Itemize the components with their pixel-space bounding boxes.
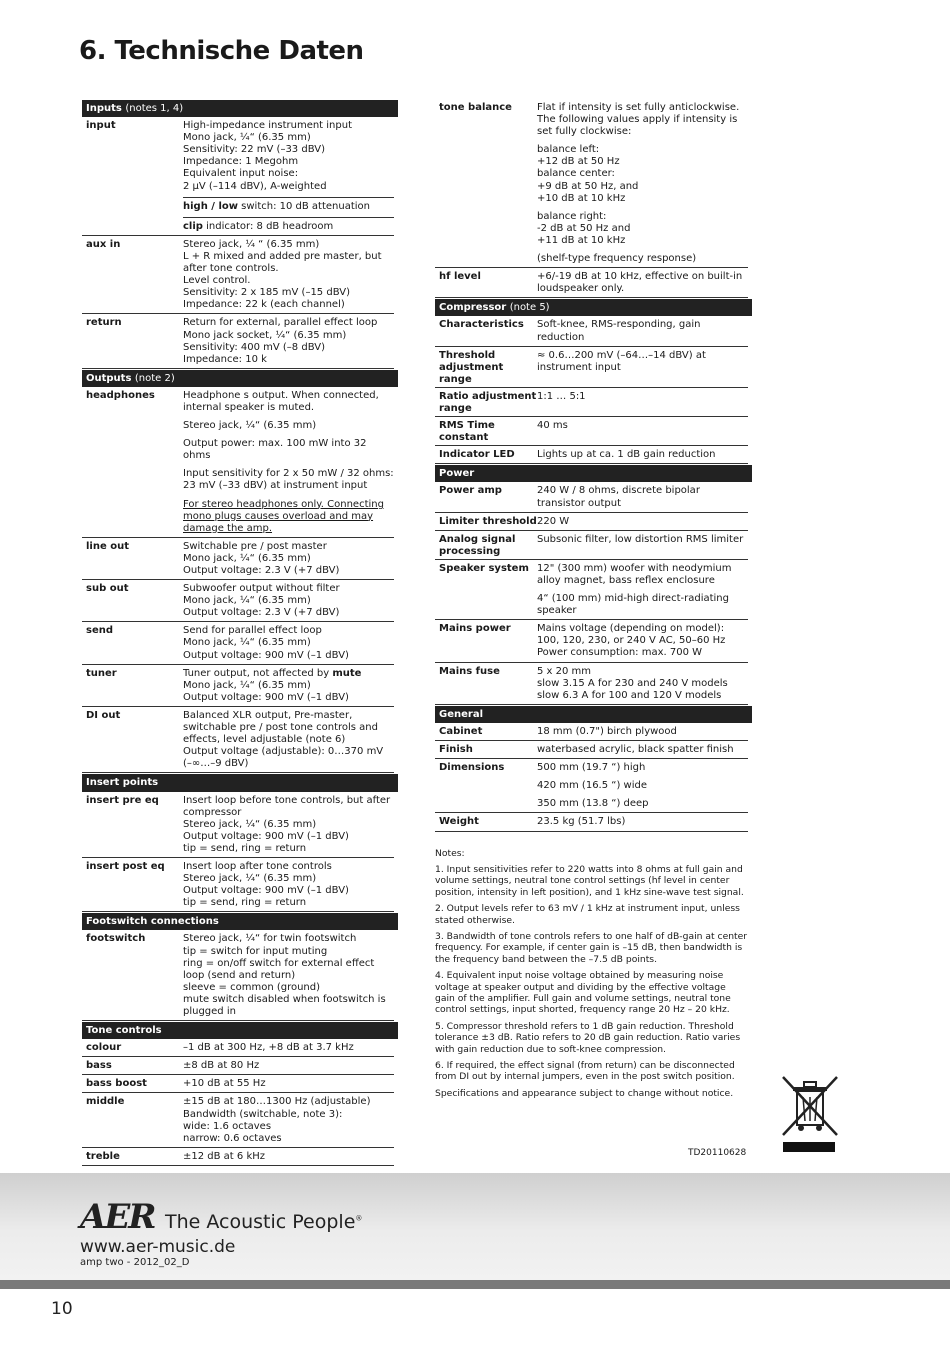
spec-text: waterbased acrylic, black spatter finish xyxy=(537,744,734,756)
section-title: Compressor xyxy=(439,302,507,314)
spec-row-send xyxy=(82,622,394,664)
spec-text: ≈ 0.6…200 mV (–64…–14 dBV) at instrument input xyxy=(537,349,706,373)
section-header-outputs xyxy=(82,370,394,387)
spec-paragraph xyxy=(183,120,394,194)
spec-row-characteristics xyxy=(435,316,748,346)
spec-text: 220 W xyxy=(537,515,570,527)
spec-label: hf level xyxy=(439,271,481,283)
spec-row-middle xyxy=(82,1093,394,1147)
spec-row-insert-pre-eq xyxy=(82,792,394,858)
spec-text: Send for parallel effect loop Mono jack, ¼“ (6.35 mm) Output voltage: 900 mV (–1 dBV) xyxy=(183,625,349,661)
spec-row-cabinet xyxy=(435,723,748,741)
spec-text: 5 x 20 mm slow 3.15 A for 230 and 240 V models slow 6.3 A for 100 and 120 V models xyxy=(537,665,728,701)
spec-row-colour xyxy=(82,1039,394,1057)
spec-value xyxy=(537,744,748,757)
spec-paragraph xyxy=(183,239,394,313)
spec-label: Mains fuse xyxy=(439,665,500,677)
spec-value xyxy=(183,625,394,662)
spec-paragraph xyxy=(183,438,394,463)
spec-row-weight xyxy=(435,813,748,831)
spec-row-input xyxy=(82,117,394,236)
spec-value xyxy=(183,1096,394,1145)
spec-label: Limiter threshold xyxy=(439,515,537,527)
spec-label: RMS Time constant xyxy=(439,420,495,444)
spec-value xyxy=(183,668,394,705)
spec-paragraph xyxy=(183,795,394,856)
spec-row-threshold-adjustment-range xyxy=(435,347,748,388)
spec-label: sub out xyxy=(86,583,129,595)
spec-text: 500 mm (19.7 “) high xyxy=(537,762,646,774)
note-4: 4. Equivalent input noise voltage obtained by measuring noise voltage at speaker output and dividing by the effective voltage gain of the amplifier. Full gain and volume settings, neutral tone control settings, input shorted, frequency range 20 Hz – 20 kHz. xyxy=(435,970,731,1016)
spec-paragraph xyxy=(537,762,748,775)
spec-paragraph xyxy=(537,102,748,139)
spec-row-rms-time-constant xyxy=(435,417,748,446)
spec-text: 40 ms xyxy=(537,420,568,432)
section-title: Footswitch connections xyxy=(86,916,219,928)
section-header-compressor xyxy=(435,299,748,316)
aer-logo: AER xyxy=(80,1197,155,1237)
spec-row-power-amp xyxy=(435,482,748,512)
spec-label: Finish xyxy=(439,744,473,756)
spec-label: aux in xyxy=(86,238,121,250)
spec-label: Dimensions xyxy=(439,762,505,774)
spec-row-speaker-system xyxy=(435,560,748,620)
registered-mark: ® xyxy=(355,1214,363,1223)
page-title: 6. Technische Daten xyxy=(79,36,364,66)
spec-row-aux-in xyxy=(82,236,394,315)
document-id: TD20110628 xyxy=(688,1148,747,1158)
spec-value xyxy=(183,710,394,771)
spec-value xyxy=(183,1151,394,1164)
spec-value xyxy=(537,726,748,739)
website-url[interactable]: www.aer-music.de xyxy=(80,1237,236,1257)
spec-value xyxy=(183,120,394,234)
spec-paragraph xyxy=(537,516,748,529)
spec-text: ±15 dB at 180…1300 Hz (adjustable) Bandwidth (switchable, note 3): wide: 1.6 octaves narrow: 0.6 octaves xyxy=(183,1096,371,1144)
spec-text: 12" (300 mm) woofer with neodymium alloy magnet, bass reflex enclosure xyxy=(537,562,732,586)
spec-paragraph xyxy=(183,1078,394,1091)
spec-paragraph xyxy=(537,744,748,757)
spec-text: Mono jack, ¼“ (6.35 mm) Output voltage: 900 mV (–1 dBV) xyxy=(183,679,349,703)
spec-text: Tuner output, not affected by xyxy=(183,667,333,679)
tagline xyxy=(165,1211,362,1233)
notes-heading: Notes: xyxy=(435,847,465,859)
spec-paragraph xyxy=(537,319,748,344)
spec-paragraph xyxy=(537,391,748,404)
spec-row-mains-fuse xyxy=(435,663,748,705)
spec-value xyxy=(183,239,394,313)
spec-row-indicator-led xyxy=(435,446,748,464)
spec-label: Cabinet xyxy=(439,725,483,737)
spec-paragraph xyxy=(183,499,394,536)
spec-value xyxy=(537,816,748,829)
spec-row-insert-post-eq xyxy=(82,858,394,912)
spec-row-return xyxy=(82,314,394,368)
section-header-general xyxy=(435,706,748,723)
note-3: 3. Bandwidth of tone controls refers to one half of dB-gain at center frequency. For example, if center gain is –15 dB, then bandwidth is the frequency band between the –7.5 dB points. xyxy=(435,930,748,965)
spec-paragraph xyxy=(183,390,394,415)
spec-label: DI out xyxy=(86,709,121,721)
spec-label: Indicator LED xyxy=(439,449,515,461)
spec-text: High-impedance instrument input Mono jack, ¼“ (6.35 mm) Sensitivity: 22 mV (–33 dBV) Impedance: 1 Megohm Equivalent input noise: 2 µV (–114 dBV), A-weighted xyxy=(183,120,353,192)
spec-paragraph xyxy=(183,710,394,771)
section-title: Outputs xyxy=(86,372,132,384)
spec-value xyxy=(537,350,748,386)
spec-value xyxy=(183,861,394,910)
spec-value xyxy=(183,390,394,536)
spec-label: Weight xyxy=(439,816,479,828)
spec-label: send xyxy=(86,625,114,637)
spec-label: treble xyxy=(86,1150,120,1162)
spec-text: Stereo jack, ¼“ (6.35 mm) xyxy=(183,420,317,432)
spec-label: Mains power xyxy=(439,623,511,635)
spec-text: (shelf-type frequency response) xyxy=(537,253,697,265)
spec-paragraph xyxy=(537,485,748,510)
spec-label: tone balance xyxy=(439,102,512,113)
spec-row-di-out xyxy=(82,707,394,773)
spec-paragraph xyxy=(183,317,394,366)
notes xyxy=(435,848,748,1100)
spec-text: 4“ (100 mm) mid-high direct-radiating speaker xyxy=(537,593,729,617)
spec-text: Lights up at ca. 1 dB gain reduction xyxy=(537,449,716,461)
spec-text: balance right: -2 dB at 50 Hz and +11 dB at 10 kHz xyxy=(537,210,631,246)
spec-label: bass boost xyxy=(86,1078,147,1090)
spec-text: 350 mm (13.8 “) deep xyxy=(537,798,649,810)
spec-text: Balanced XLR output, Pre-master, switchable pre / post tone controls and effects, level adjustable (note 6) Output voltage (adjustable): 0…370 mV (–∞…–9 dBV) xyxy=(183,709,384,770)
spec-text: Output power: max. 100 mW into 32 ohms xyxy=(183,438,367,462)
section-title: Insert points xyxy=(86,777,159,789)
note-6: 6. If required, the effect signal (from return) can be disconnected from DI out by internal jumpers, even in the post switch position. xyxy=(435,1060,735,1083)
spec-text: ±8 dB at 80 Hz xyxy=(183,1060,260,1072)
spec-text: Subsonic filter, low distortion RMS limiter xyxy=(537,533,744,545)
spec-value xyxy=(183,541,394,578)
section-note: (notes 1, 4) xyxy=(125,103,184,114)
spec-text: Switchable pre / post master Mono jack, ¼“ (6.35 mm) Output voltage: 2.3 V (+7 dBV) xyxy=(183,540,340,576)
spec-text: ±12 dB at 6 kHz xyxy=(183,1150,265,1162)
switch-name: clip xyxy=(183,220,203,232)
spec-paragraph xyxy=(537,666,748,703)
spec-paragraph xyxy=(183,668,394,705)
spec-label: Threshold adjustment range xyxy=(439,349,504,385)
spec-row-bass-boost xyxy=(82,1075,394,1093)
spec-row-hf-level xyxy=(435,268,748,298)
spec-paragraph xyxy=(537,726,748,739)
spec-value xyxy=(183,583,394,620)
spec-paragraph xyxy=(183,625,394,662)
spec-row-bass xyxy=(82,1057,394,1075)
spec-value xyxy=(537,319,748,344)
spec-text: Headphone s output. When connected, internal speaker is muted. xyxy=(183,389,379,413)
spec-paragraph xyxy=(183,468,394,493)
spec-text: indicator: 8 dB headroom xyxy=(202,220,334,232)
spec-paragraph xyxy=(183,1042,394,1055)
spec-text: Flat if intensity is set fully anticlockwise. The following values apply if intensity is set fully clockwise: xyxy=(537,102,740,138)
spec-value xyxy=(537,666,748,703)
spec-value xyxy=(537,623,748,660)
spec-paragraph xyxy=(183,197,394,214)
section-note: (note 2) xyxy=(134,372,175,384)
spec-label: Speaker system xyxy=(439,562,529,574)
spec-text: Return for external, parallel effect loop Mono jack socket, ¼“ (6.35 mm) Sensitivity: 400 mV (–8 dBV) Impedance: 10 k xyxy=(183,317,378,365)
spec-label: middle xyxy=(86,1096,125,1108)
spec-label: tuner xyxy=(86,667,117,679)
spec-row-ratio-adjustment-range xyxy=(435,388,748,417)
section-header-power xyxy=(435,465,748,482)
spec-value xyxy=(537,271,748,296)
section-header-footswitch-connections xyxy=(82,913,394,930)
spec-paragraph xyxy=(183,583,394,620)
page-number: 10 xyxy=(51,1299,73,1319)
spec-paragraph xyxy=(183,1096,394,1145)
spec-text: 240 W / 8 ohms, discrete bipolar transistor output xyxy=(537,485,700,509)
section-title: General xyxy=(439,708,483,720)
footer-bar xyxy=(0,1280,950,1289)
spec-value xyxy=(183,317,394,366)
spec-paragraph xyxy=(537,350,748,375)
section-title: Tone controls xyxy=(86,1025,162,1037)
switch-name: high / low xyxy=(183,200,238,212)
spec-text: Input sensitivity for 2 x 50 mW / 32 ohms: 23 mV (–33 dBV) at instrument input xyxy=(183,468,394,492)
spec-value xyxy=(183,1060,394,1073)
spec-value xyxy=(537,102,748,266)
spec-text: For stereo headphones only. Connecting mono plugs causes overload and may damage the amp. xyxy=(183,498,384,534)
section-title: Power xyxy=(439,468,475,480)
spec-label: Characteristics xyxy=(439,319,524,331)
spec-value xyxy=(183,1042,394,1055)
spec-value xyxy=(537,516,748,529)
spec-paragraph xyxy=(537,780,748,793)
spec-paragraph xyxy=(183,933,394,1019)
section-note: (note 5) xyxy=(509,302,550,314)
spec-label: Ratio adjustment range xyxy=(439,390,537,414)
spec-text: Insert loop after tone controls Stereo jack, ¼“ (6.35 mm) Output voltage: 900 mV (–1 dBV) tip = send, ring = return xyxy=(183,860,349,909)
weee-bin-icon xyxy=(779,1073,841,1153)
section-title: Inputs xyxy=(86,103,122,114)
spec-paragraph xyxy=(537,449,748,462)
spec-row-treble xyxy=(82,1148,394,1166)
spec-paragraph xyxy=(537,211,748,248)
spec-value xyxy=(183,933,394,1019)
spec-value xyxy=(537,534,748,558)
spec-value xyxy=(537,762,748,811)
spec-label: Analog signal processing xyxy=(439,533,516,557)
spec-row-limiter-threshold xyxy=(435,513,748,531)
tagline-text: The Acoustic People xyxy=(165,1211,356,1233)
spec-text: balance left: +12 dB at 50 Hz balance center: +9 dB at 50 Hz, and +10 dB at 10 kHz xyxy=(537,144,639,204)
spec-paragraph xyxy=(537,534,748,547)
spec-value xyxy=(537,563,748,618)
spec-text: 1:1 … 5:1 xyxy=(537,390,586,402)
spec-paragraph xyxy=(537,144,748,205)
spec-value xyxy=(537,420,748,444)
spec-row-dimensions xyxy=(435,759,748,813)
spec-column-left xyxy=(82,99,394,1166)
spec-paragraph xyxy=(537,798,748,811)
spec-label: headphones xyxy=(86,389,155,401)
spec-text: Stereo jack, ¼ “ (6.35 mm) L + R mixed and added pre master, but after tone controls. Level control. Sensitivity: 2 x 185 mV (–15 dBV) Impedance: 22 k (each channel) xyxy=(183,238,382,311)
spec-value xyxy=(537,485,748,510)
spec-paragraph xyxy=(537,253,748,266)
spec-label: insert pre eq xyxy=(86,794,159,806)
spec-value xyxy=(537,391,748,415)
spec-label: Power amp xyxy=(439,485,502,497)
spec-row-tone-balance xyxy=(435,99,748,268)
spec-label: footswitch xyxy=(86,933,146,945)
spec-paragraph xyxy=(183,1060,394,1073)
spec-paragraph xyxy=(537,563,748,588)
spec-text: Insert loop before tone controls, but after compressor Stereo jack, ¼“ (6.35 mm) Output voltage: 900 mV (–1 dBV) tip = send, ring = return xyxy=(183,794,391,854)
spec-paragraph xyxy=(183,420,394,433)
spec-row-footswitch xyxy=(82,930,394,1021)
spec-value xyxy=(183,795,394,856)
edition-code: amp two - 2012_02_D xyxy=(80,1257,190,1268)
spec-value xyxy=(537,449,748,462)
spec-row-tuner xyxy=(82,665,394,707)
spec-paragraph xyxy=(183,541,394,578)
spec-paragraph xyxy=(183,217,394,234)
spec-paragraph xyxy=(537,593,748,618)
spec-row-headphones xyxy=(82,387,394,538)
spec-paragraph xyxy=(537,271,748,296)
spec-paragraph xyxy=(183,1151,394,1164)
spec-label: bass xyxy=(86,1060,112,1072)
spec-text: 23.5 kg (51.7 lbs) xyxy=(537,816,626,828)
spec-value xyxy=(183,1078,394,1091)
spec-row-line-out xyxy=(82,538,394,580)
spec-text: Mains voltage (depending on model): 100, 120, 230, or 240 V AC, 50–60 Hz Power consumption: max. 700 W xyxy=(537,623,726,659)
spec-text: –1 dB at 300 Hz, +8 dB at 3.7 kHz xyxy=(183,1042,354,1054)
spec-row-analog-signal-processing xyxy=(435,531,748,560)
note-disclaimer: Specifications and appearance subject to change without notice. xyxy=(435,1087,734,1099)
spec-paragraph xyxy=(537,420,748,433)
note-2: 2. Output levels refer to 63 mV / 1 kHz at instrument input, unless stated otherwise. xyxy=(435,903,740,926)
spec-column-right xyxy=(435,99,748,1099)
spec-label: insert post eq xyxy=(86,860,165,872)
section-header-inputs xyxy=(82,100,394,117)
spec-row-sub-out xyxy=(82,580,394,622)
section-header-tone-controls xyxy=(82,1022,394,1039)
spec-paragraph xyxy=(183,861,394,910)
spec-text: 18 mm (0.7") birch plywood xyxy=(537,725,677,737)
switch-name: mute xyxy=(332,667,362,679)
spec-text: switch: 10 dB attenuation xyxy=(237,200,371,212)
note-1: 1. Input sensitivities refer to 220 watts into 8 ohms at full gain and volume settings, neutral tone control settings (hf level in center position, intensity in left position), and 1 kHz sine-wave test signal. xyxy=(435,863,744,898)
spec-text: Subwoofer output without filter Mono jack, ¼“ (6.35 mm) Output voltage: 2.3 V (+7 dBV) xyxy=(183,583,340,619)
spec-text: Stereo jack, ¼“ for twin footswitch tip = switch for input muting ring = on/off switch for external effect loop (send and return) sleeve = common (ground) mute switch disabled when footswitch is plugged in xyxy=(183,933,386,1017)
spec-text: +6/-19 dB at 10 kHz, effective on built-in loudspeaker only. xyxy=(537,271,743,295)
spec-row-finish xyxy=(435,741,748,759)
spec-label: return xyxy=(86,317,122,329)
spec-text: Soft-knee, RMS-responding, gain reduction xyxy=(537,319,701,343)
spec-label: input xyxy=(86,120,116,132)
spec-row-mains-power xyxy=(435,620,748,662)
spec-paragraph xyxy=(537,623,748,660)
spec-text: 420 mm (16.5 “) wide xyxy=(537,780,647,792)
spec-text: +10 dB at 55 Hz xyxy=(183,1078,266,1090)
note-5: 5. Compressor threshold refers to 1 dB gain reduction. Threshold tolerance ±3 dB. Ratio refers to 20 dB gain reduction. Ratio varies with gain reduction due to soft-knee compression. xyxy=(435,1020,741,1055)
spec-label: line out xyxy=(86,540,130,552)
section-header-insert-points xyxy=(82,774,394,791)
spec-paragraph xyxy=(537,816,748,829)
spec-label: colour xyxy=(86,1042,122,1054)
